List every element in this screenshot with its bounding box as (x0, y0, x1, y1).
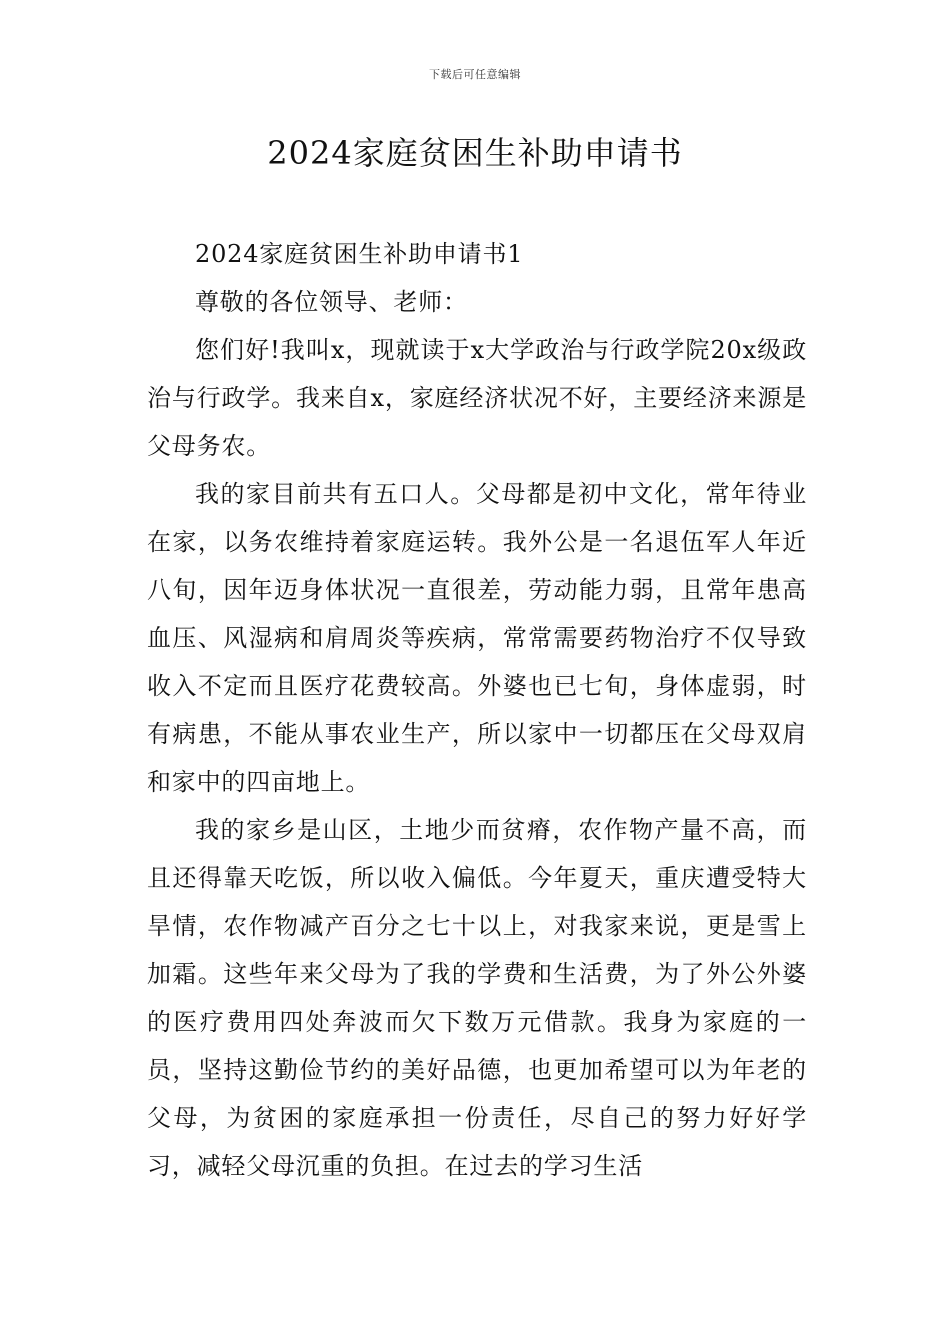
paragraph-subtitle: 2024家庭贫困生补助申请书1 (195, 240, 524, 268)
paragraph-introduction: 您们好!我叫x，现就读于x大学政治与行政学院20x级政治与行政学。我来自x，家庭经济状况不好，主要经济来源是父母务农。 (147, 336, 807, 460)
paragraph-family: 我的家目前共有五口人。父母都是初中文化，常年待业在家，以务农维持着家庭运转。我外公是一名退伍军人年近八旬，因年迈身体状况一直很差，劳动能力弱，且常年患高血压、风湿病和肩周炎等疾病，常常需要药物治疗不仅导致收入不定而且医疗花费较高。外婆也已七旬，身体虚弱，时有病患，不能从事农业生产，所以家中一切都压在父母双肩和家中的四亩地上。 (147, 480, 807, 796)
paragraph-salutation: 尊敬的各位领导、老师： (195, 288, 468, 316)
header-note: 下载后可任意编辑 (429, 68, 521, 81)
document-title: 2024家庭贫困生补助申请书 (267, 134, 683, 172)
document-body (147, 230, 807, 1190)
paragraph-hometown: 我的家乡是山区，土地少而贫瘠，农作物产量不高，而且还得靠天吃饭，所以收入偏低。今年夏天，重庆遭受特大旱情，农作物减产百分之七十以上，对我家来说，更是雪上加霜。这些年来父母为了我的学费和生活费，为了外公外婆的医疗费用四处奔波而欠下数万元借款。我身为家庭的一员，坚持这勤俭节约的美好品德，也更加希望可以为年老的父母，为贫困的家庭承担一份责任，尽自己的努力好好学习，减轻父母沉重的负担。在过去的学习生活 (147, 816, 807, 1180)
